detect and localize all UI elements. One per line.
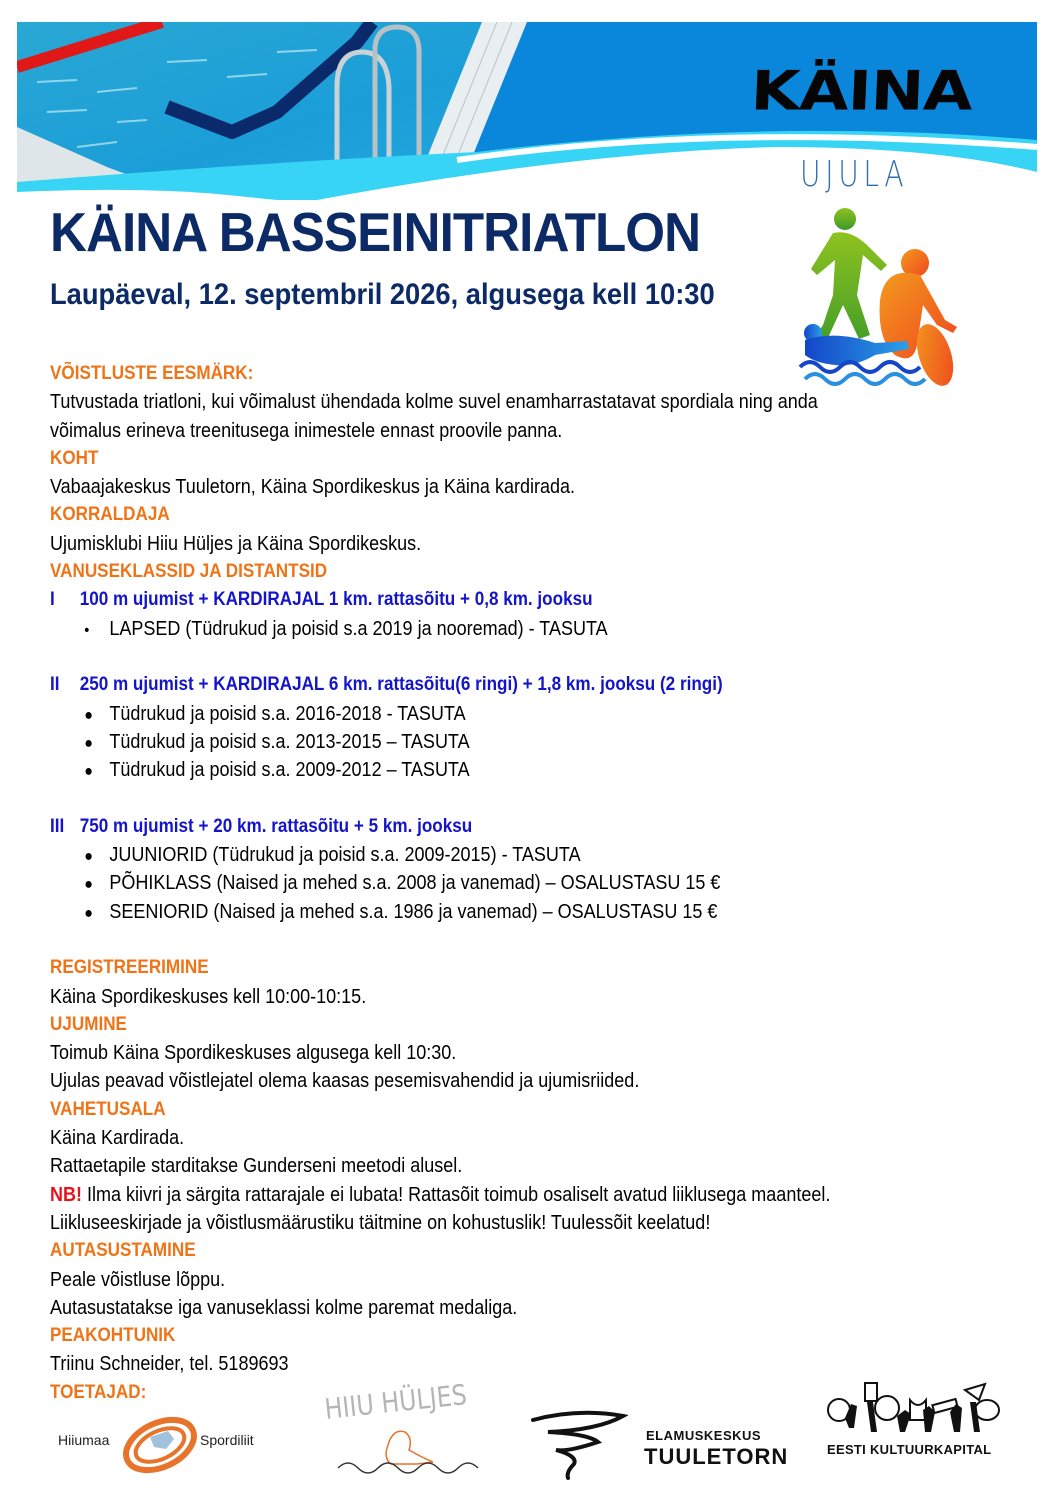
list-item bbox=[50, 841, 914, 869]
transition-text-1: Käina Kardirada. bbox=[50, 1127, 185, 1150]
judge-text: Triinu Schneider, tel. 5189693 bbox=[50, 1353, 289, 1376]
distance-text: 100 m ujumist + KARDIRAJAL 1 km. rattasõitu + 0,8 km. jooksu bbox=[79, 589, 593, 611]
muses-icon bbox=[825, 1380, 1005, 1440]
page-title: KÄINA BASSEINITRIATLON bbox=[50, 201, 701, 263]
class-group-numeral: II bbox=[50, 674, 60, 696]
list-item-text: Tüdrukud ja poisid s.a. 2009-2012 – TASUTA bbox=[109, 759, 470, 782]
spacer bbox=[50, 784, 1010, 812]
logo-text: Hiiumaa bbox=[58, 1432, 110, 1448]
list-item-text: Tüdrukud ja poisid s.a. 2013-2015 – TASUTA bbox=[109, 730, 470, 753]
organizer-text: Ujumisklubi Hiiu Hüljes ja Käina Spordikeskus. bbox=[50, 532, 422, 555]
list-item bbox=[50, 615, 914, 643]
event-details bbox=[50, 360, 1010, 1407]
transition-heading: VAHETUSALA bbox=[50, 1098, 166, 1120]
list-item-text: LAPSED (Tüdrukud ja poisid s.a 2019 ja nooremad) - TASUTA bbox=[109, 617, 608, 640]
logo-hiiumaa-spordiliit bbox=[55, 1410, 285, 1480]
brand-kaina-logo: KÄINA bbox=[749, 60, 974, 123]
transition-text-2: Rattaetapile starditakse Gunderseni meetodi alusel. bbox=[50, 1155, 463, 1178]
distance-text: 750 m ujumist + 20 km. rattasõitu + 5 km. jooksu bbox=[79, 815, 473, 837]
list-item bbox=[50, 700, 914, 728]
list-item bbox=[50, 756, 914, 784]
list-item-text: PÕHIKLASS (Naised ja mehed s.a. 2008 ja vanemad) – OSALUSTASU 15 € bbox=[109, 872, 721, 895]
nb-text: Ilma kiivri ja särgita rattarajale ei lubata! Rattasõit toimub osaliselt avatud liiklusega maanteel. bbox=[81, 1183, 831, 1206]
logo-text: HIIU HÜLJES bbox=[323, 1378, 469, 1426]
organizer-heading: KORRALDAJA bbox=[50, 504, 170, 526]
swimming-text-2: Ujulas peavad võistlejatel olema kaasas pesemisvahendid ja ujumisriided. bbox=[50, 1070, 640, 1093]
list-item-text: JUUNIORID (Tüdrukud ja poisid s.a. 2009-2015) - TASUTA bbox=[109, 844, 581, 867]
track-icon bbox=[120, 1415, 200, 1475]
brand-ujula-logo: UJULA bbox=[800, 154, 909, 195]
seal-icon bbox=[333, 1420, 493, 1475]
place-heading: KOHT bbox=[50, 447, 99, 469]
awards-text-1: Peale võistluse lõppu. bbox=[50, 1268, 226, 1291]
nb-warning bbox=[50, 1181, 914, 1209]
bullet-icon: ● bbox=[84, 848, 93, 866]
logo-elamuskeskus-tuuletorn bbox=[528, 1408, 798, 1483]
list-item bbox=[50, 728, 914, 756]
class-group-numeral: III bbox=[50, 815, 65, 837]
event-date: Laupäeval, 12. septembril 2026, algusega kell 10:30 bbox=[50, 278, 715, 311]
judge-heading: PEAKOHTUNIK bbox=[50, 1325, 176, 1347]
tornado-icon bbox=[528, 1408, 628, 1483]
bullet-icon: ● bbox=[84, 904, 93, 922]
swimming-text-1: Toimub Käina Spordikeskuses algusega kell 10:30. bbox=[50, 1042, 457, 1065]
place-text: Vabaajakeskus Tuuletorn, Käina Spordikeskus ja Käina kardirada. bbox=[50, 476, 575, 499]
bullet-icon: ● bbox=[84, 876, 93, 894]
classes-heading: VANUSEKLASSID JA DISTANTSID bbox=[50, 561, 328, 583]
bullet-icon: • bbox=[84, 621, 90, 639]
awards-heading: AUTASUSTAMINE bbox=[50, 1240, 196, 1262]
sponsors-heading: TOETAJAD: bbox=[50, 1381, 147, 1403]
nb-text-2: Liikluseeskirjade ja võistlusmäärustiku täitmine on kohustuslik! Tuulessõit keelatud! bbox=[50, 1211, 711, 1234]
registration-heading: REGISTREERIMINE bbox=[50, 957, 209, 979]
spacer bbox=[50, 926, 1010, 954]
bullet-icon: ● bbox=[84, 763, 93, 781]
swimming-heading: UJUMINE bbox=[50, 1013, 127, 1035]
class-group-3-distance bbox=[50, 813, 914, 841]
logo-text: ELAMUSKESKUS bbox=[646, 1428, 762, 1443]
nb-label: NB! bbox=[50, 1183, 82, 1206]
class-group-numeral: I bbox=[50, 589, 55, 611]
header-banner bbox=[17, 22, 1037, 200]
logo-text: EESTI KULTUURKAPITAL bbox=[827, 1442, 992, 1457]
logo-eesti-kultuurkapital bbox=[825, 1380, 1005, 1465]
list-item bbox=[50, 869, 914, 897]
awards-text-2: Autasustatakse iga vanuseklassi kolme paremat medaliga. bbox=[50, 1296, 518, 1319]
class-group-1-distance bbox=[50, 586, 914, 614]
registration-text: Käina Spordikeskuses kell 10:00-10:15. bbox=[50, 985, 367, 1008]
logo-text: TUULETORN bbox=[644, 1444, 789, 1469]
sponsor-logos bbox=[0, 1380, 1058, 1497]
spacer bbox=[50, 643, 1010, 671]
list-item-text: Tüdrukud ja poisid s.a. 2016-2018 - TASUTA bbox=[109, 702, 466, 725]
bullet-icon: ● bbox=[84, 734, 93, 752]
list-item-text: SEENIORID (Naised ja mehed s.a. 1986 ja vanemad) – OSALUSTASU 15 € bbox=[109, 900, 718, 923]
logo-hiiu-hyljes bbox=[318, 1378, 498, 1475]
goal-heading: VÕISTLUSTE EESMÄRK: bbox=[50, 363, 254, 384]
logo-text: Spordiliit bbox=[200, 1432, 254, 1448]
distance-text: 250 m ujumist + KARDIRAJAL 6 km. rattasõitu(6 ringi) + 1,8 km. jooksu (2 ringi) bbox=[79, 674, 723, 696]
class-group-2-distance bbox=[50, 671, 914, 699]
list-item bbox=[50, 898, 914, 926]
goal-text-2: võimalus erineva treenitusega inimestele ennast proovile panna. bbox=[50, 419, 563, 442]
bullet-icon: ● bbox=[84, 706, 93, 724]
goal-text-1: Tutvustada triatloni, kui võimalust ühendada kolme suvel enamharrastatavat spordiala ning anda bbox=[50, 391, 818, 414]
